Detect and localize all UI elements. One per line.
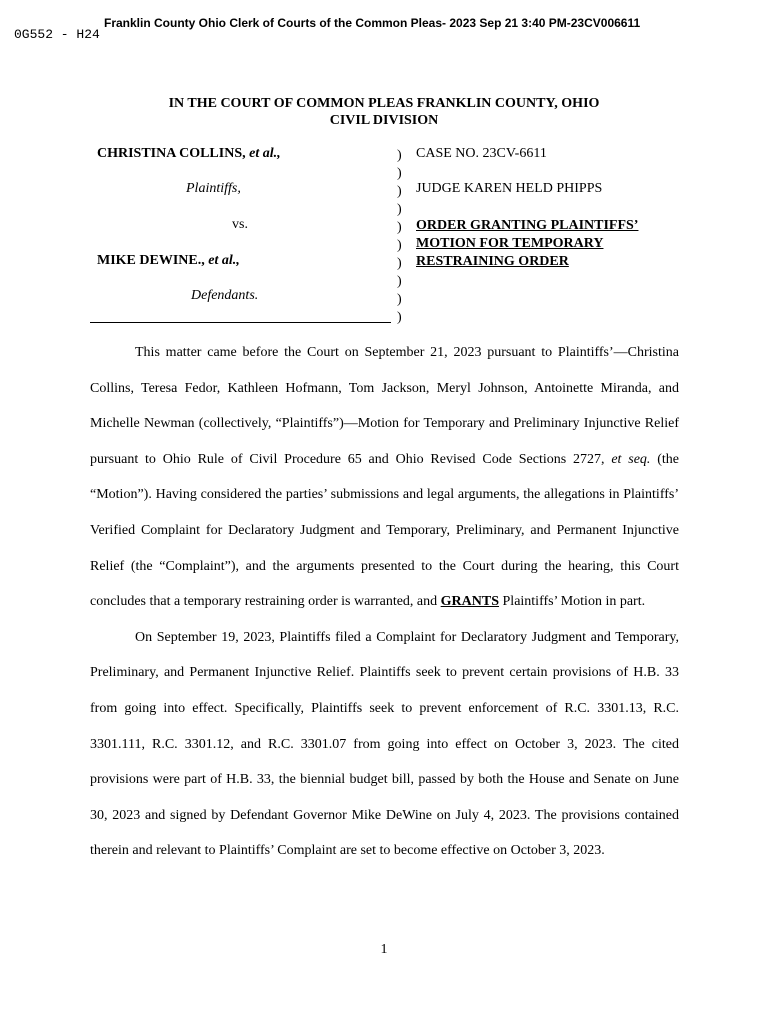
paren: ) [397, 220, 402, 235]
paragraph-1-part-a: This matter came before the Court on September 21, 2023 pursuant to Plaintiffs’—Christina Collins, Teresa Fedor, Kathleen Hofmann, Tom Jackson, Meryl Johnson, Antoinette Miranda, and Michelle Newman (collectively, “Plaintiffs”)—Motion for Temporary and Preliminary Injunctive Relief pursuant to Ohio Rule of Civil Procedure 65 and Ohio Revised Code Sections 2727, [90, 345, 679, 467]
paren: ) [397, 256, 402, 271]
order-title-line-2: MOTION FOR TEMPORARY [416, 236, 604, 251]
versus-label: vs. [232, 217, 248, 232]
paren: ) [397, 274, 402, 289]
caption-divider [90, 322, 391, 323]
plaintiff-et-al: et al., [249, 146, 281, 161]
paragraph-1-part-e: Plaintiffs’ Motion in part. [502, 594, 646, 610]
paren: ) [397, 166, 402, 181]
plaintiff-role: Plaintiffs, [186, 181, 241, 196]
court-name: IN THE COURT OF COMMON PLEAS FRANKLIN COUNTY, OHIO [168, 96, 600, 111]
paragraph-1 [90, 335, 679, 620]
plaintiff-caption [97, 146, 281, 162]
paren: ) [397, 148, 402, 163]
paren: ) [397, 184, 402, 199]
filing-stamp: Franklin County Ohio Clerk of Courts of the Common Pleas- 2023 Sep 21 3:40 PM-23CV006611 [104, 16, 641, 30]
document-id: 0G552 - H24 [14, 27, 100, 42]
paren: ) [397, 310, 402, 325]
caption-parentheses [397, 147, 409, 327]
case-number: CASE NO. 23CV-6611 [416, 146, 547, 161]
page-number: 1 [380, 942, 388, 957]
paren: ) [397, 292, 402, 307]
paren: ) [397, 202, 402, 217]
paren: ) [397, 238, 402, 253]
order-body [90, 335, 679, 869]
et-seq: et seq. [611, 451, 651, 467]
defendant-caption [97, 253, 240, 269]
court-division: CIVIL DIVISION [329, 113, 439, 128]
paragraph-2: On September 19, 2023, Plaintiffs filed a Complaint for Declaratory Judgment and Temporary, Preliminary, and Permanent Injunctive Relief. Plaintiffs seek to prevent certain provisions of H.B. 33 from going into effect. Specifically, Plaintiffs seek to prevent enforcement of R.C. 3301.13, R.C. 3301.111, R.C. 3301.12, and R.C. 3301.07 from going into effect on October 3, 2023. The cited provisions were part of H.B. 33, the biennial budget bill, passed by both the House and Senate on June 30, 2023 and signed by Defendant Governor Mike DeWine on July 4, 2023. The provisions contained therein and relevant to Plaintiffs’ Complaint are set to become effective on October 3, 2023. [90, 629, 679, 859]
defendant-name: MIKE DEWINE., [97, 253, 205, 268]
order-title-line-3: RESTRAINING ORDER [416, 254, 569, 269]
grants-emphasis: GRANTS [440, 594, 500, 610]
order-title-line-1: ORDER GRANTING PLAINTIFFS’ [416, 218, 639, 233]
judge-name: JUDGE KAREN HELD PHIPPS [416, 181, 603, 196]
plaintiff-name: CHRISTINA COLLINS, [97, 146, 246, 161]
paragraph-1-part-c: (the “Motion”). Having considered the parties’ submissions and legal arguments, the allegations in Plaintiffs’ Verified Complaint for Declaratory Judgment and Temporary, Preliminary, and Permanent Injunctive Relief (the “Complaint”), and the arguments presented to the Court during the hearing, this Court concludes that a temporary restraining order is warranted, and [90, 451, 680, 610]
defendant-et-al: et al., [208, 253, 240, 268]
defendant-role: Defendants. [191, 288, 259, 303]
